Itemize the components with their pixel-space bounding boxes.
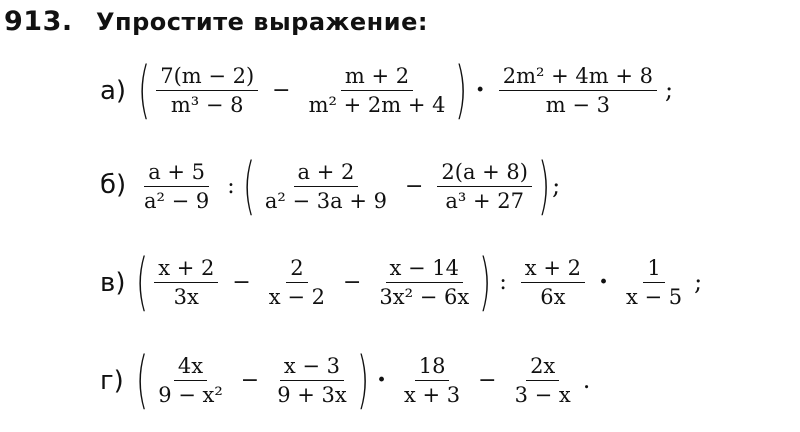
fraction: [375, 254, 473, 311]
operator: −: [232, 269, 251, 295]
open-paren: (: [138, 53, 151, 126]
fraction: [305, 62, 450, 119]
fraction: [521, 254, 585, 311]
expression-c: [136, 246, 702, 318]
fraction: [437, 158, 532, 215]
numerator: 2x: [526, 352, 559, 381]
problem-number: 913.: [4, 6, 73, 37]
fraction: [400, 352, 464, 409]
close-paren: ): [479, 245, 492, 318]
close-paren: ): [538, 149, 551, 222]
close-paren: ): [356, 343, 369, 416]
denominator: 3 − x: [514, 382, 571, 407]
fraction: [154, 352, 227, 409]
numerator: a + 5: [144, 158, 209, 187]
numerator: a + 2: [294, 158, 359, 187]
end-punctuation: .: [582, 366, 591, 394]
operator: :: [499, 269, 507, 295]
item-label-d: г): [100, 366, 124, 396]
operator: −: [272, 77, 291, 103]
denominator: a³ + 27: [445, 188, 524, 213]
operator: ·: [376, 365, 386, 395]
denominator: m³ − 8: [170, 92, 244, 117]
fraction: [622, 254, 686, 311]
fraction: [499, 62, 657, 119]
numerator: 2: [286, 254, 307, 283]
numerator: 2(a + 8): [437, 158, 532, 187]
operator: −: [240, 367, 260, 393]
denominator: x + 3: [404, 382, 461, 407]
denominator: m − 3: [545, 92, 610, 117]
expression-a: [138, 54, 673, 126]
numerator: 2m² + 4m + 8: [499, 62, 657, 91]
item-label-b: б): [100, 170, 127, 200]
denominator: m² + 2m + 4: [308, 92, 446, 117]
fraction: [140, 158, 213, 215]
denominator: 6x: [540, 284, 566, 309]
operator: ·: [598, 267, 609, 297]
end-punctuation: ;: [694, 268, 703, 296]
end-punctuation: ;: [664, 76, 674, 104]
fraction: [156, 62, 258, 119]
operator: −: [404, 173, 424, 199]
numerator: 1: [643, 254, 664, 283]
open-paren: (: [136, 343, 149, 416]
operator: −: [478, 367, 497, 393]
expression-b: [134, 150, 560, 222]
numerator: 7(m − 2): [156, 62, 258, 91]
numerator: x + 2: [521, 254, 585, 283]
operator: ·: [475, 75, 485, 105]
denominator: 3x: [173, 284, 199, 309]
item-label-a: а): [100, 76, 127, 106]
denominator: 9 − x²: [158, 382, 223, 407]
open-paren: (: [136, 245, 149, 318]
fraction: [265, 254, 329, 311]
expression-d: [136, 344, 590, 416]
fraction: [261, 158, 391, 215]
numerator: 4x: [174, 352, 207, 381]
operator: −: [342, 269, 362, 295]
open-paren: (: [242, 149, 255, 222]
fraction: [511, 352, 575, 409]
denominator: a² − 9: [144, 188, 210, 213]
close-paren: ): [455, 53, 468, 126]
denominator: 9 + 3x: [277, 382, 347, 407]
numerator: x − 3: [280, 352, 344, 381]
numerator: 18: [415, 352, 450, 381]
denominator: x − 5: [626, 284, 683, 309]
numerator: x + 2: [154, 254, 218, 283]
denominator: a² − 3a + 9: [264, 188, 387, 213]
operator: :: [227, 173, 235, 199]
fraction: [273, 352, 351, 409]
denominator: 3x² − 6x: [379, 284, 470, 309]
item-label-c: в): [100, 268, 126, 298]
denominator: x − 2: [268, 284, 325, 309]
problem-title: Упростите выражение:: [96, 8, 428, 36]
end-punctuation: ;: [552, 172, 561, 200]
numerator: x − 14: [386, 254, 464, 283]
fraction: [154, 254, 218, 311]
numerator: m + 2: [341, 62, 413, 91]
